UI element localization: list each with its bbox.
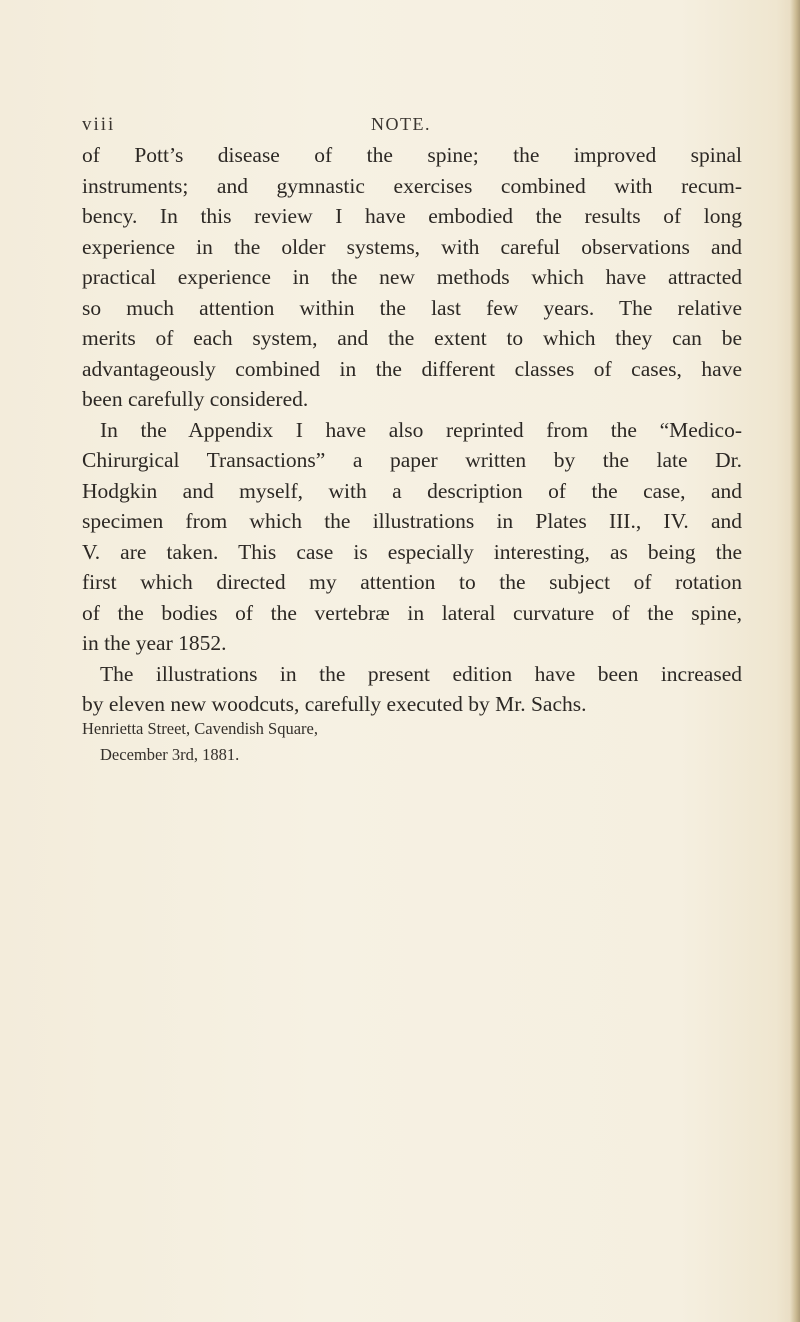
text-line: bency. In this review I have embodied the results of long: [82, 204, 742, 228]
text-line: In the Appendix I have also reprinted from the “Medico-: [100, 417, 742, 442]
text-line: The illustrations in the present edition have been increased: [100, 661, 742, 686]
paragraph-appendix: [82, 415, 742, 659]
page-edge-shadow: [790, 0, 800, 1322]
text-line: instruments; and gymnastic exercises combined with recum-: [82, 173, 742, 198]
text-line: first which directed my attention to the subject of rotation: [82, 570, 742, 594]
body-text: [82, 140, 742, 720]
paragraph-review: [82, 140, 742, 415]
running-title: NOTE.: [371, 114, 431, 134]
page-number: viii: [82, 114, 116, 135]
text-line: V. are taken. This case is especially interesting, as being the: [82, 539, 742, 564]
text-line: been carefully considered.: [82, 387, 309, 411]
text-line: of Pott’s disease of the spine; the improved spinal: [82, 143, 742, 167]
text-line: merits of each system, and the extent to which they can be: [82, 326, 742, 350]
running-head: [0, 114, 800, 140]
text-line: specimen from which the illustrations in Plates III., IV. and: [82, 509, 742, 533]
signoff-date: December 3rd, 1881.: [100, 745, 240, 764]
text-line: practical experience in the new methods which have attracted: [82, 265, 742, 289]
signoff: [82, 716, 582, 768]
text-line: experience in the older systems, with careful observations and: [82, 234, 742, 259]
text-line: so much attention within the last few years. The relative: [82, 295, 742, 320]
text-line: Chirurgical Transactions” a paper written by the late Dr.: [82, 448, 742, 472]
text-line: of the bodies of the vertebræ in lateral curvature of the spine,: [82, 600, 742, 625]
text-line: Hodgkin and myself, with a description of the case, and: [82, 478, 742, 503]
text-line: by eleven new woodcuts, carefully executed by Mr. Sachs.: [82, 692, 587, 716]
text-line: in the year 1852.: [82, 631, 227, 655]
paragraph-illustrations: [82, 659, 742, 720]
text-line: advantageously combined in the different classes of cases, have: [82, 356, 742, 381]
signoff-address: Henrietta Street, Cavendish Square,: [82, 719, 318, 738]
